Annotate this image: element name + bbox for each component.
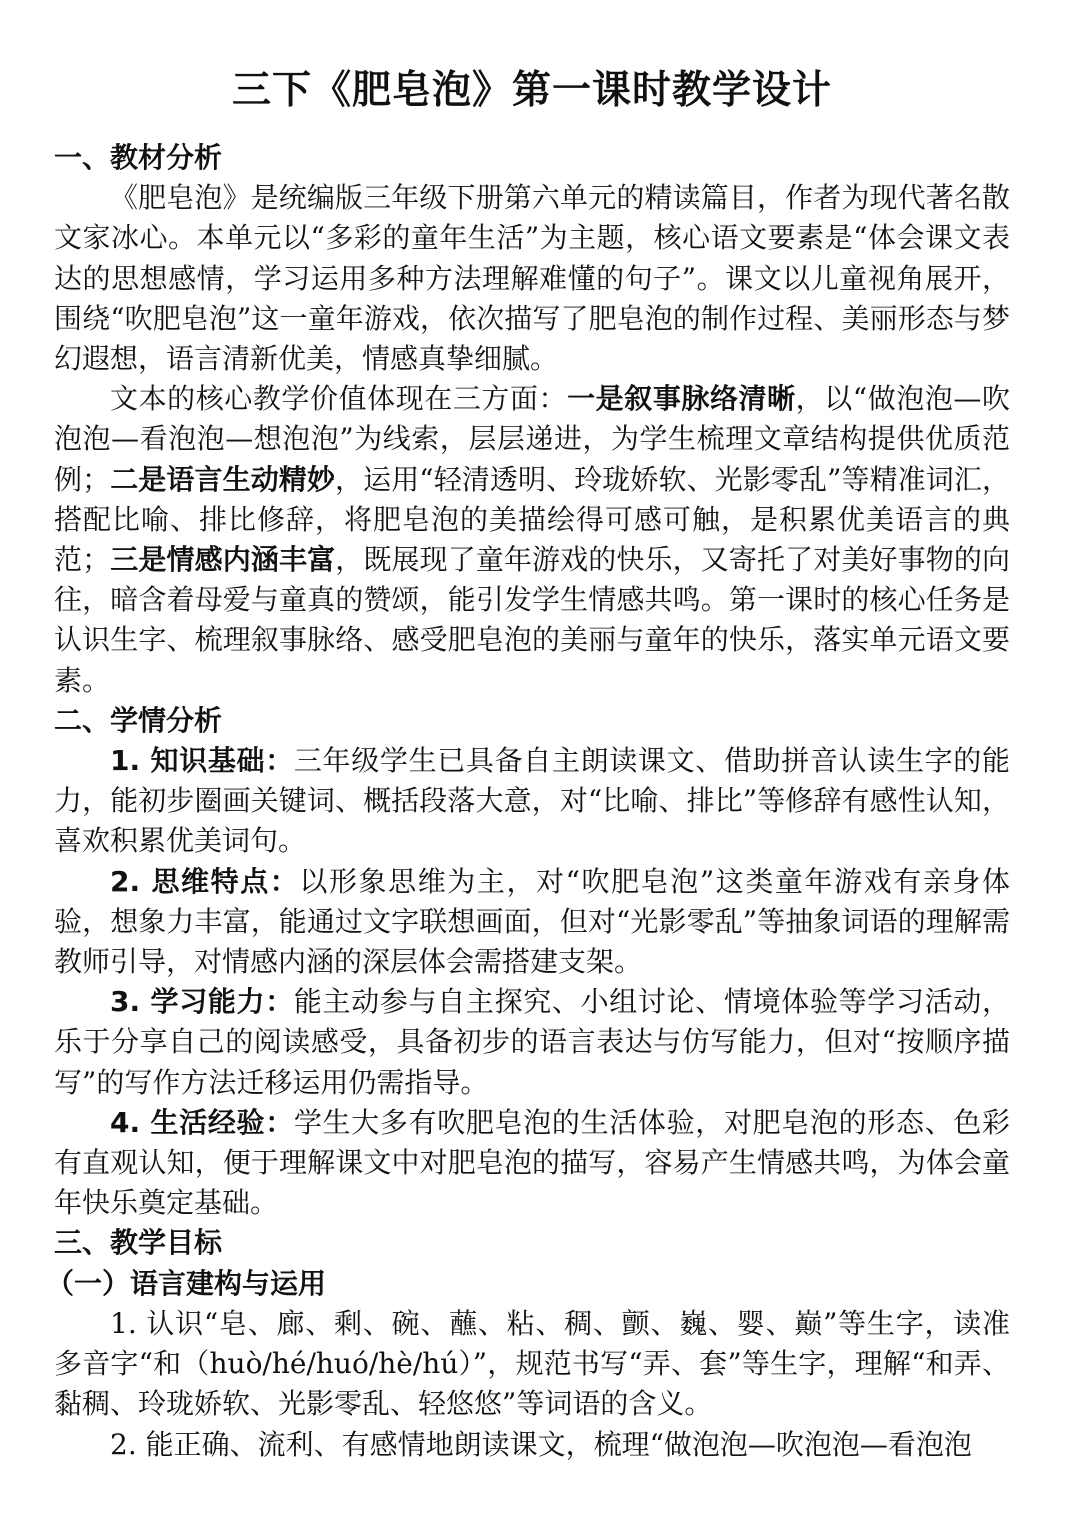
list-item	[54, 1103, 1010, 1224]
paragraph-text: 文本的核心教学价值体现在三方面：	[110, 382, 568, 416]
emphasis-text: 三是情感内涵丰富	[110, 543, 336, 577]
item-lead: 1. 知识基础：	[110, 744, 294, 778]
list-item	[54, 741, 1010, 862]
document-title: 三下《肥皂泡》第一课时教学设计	[231, 68, 832, 113]
item-text: 学生大多有吹肥皂泡的生活体验，对肥皂泡的形态、色彩有直观认知，便于理解课文中对肥皂泡的描写，容易产生情感共鸣，为体会童年快乐奠定基础。	[54, 1105, 1010, 1220]
paragraph	[54, 379, 1010, 701]
paragraph-text: ，运用“轻清透明、玲珑娇软、光影零乱”等精准词汇，搭配比喻、排比修辞，将肥皂泡的美描绘得可感可触，是积累优美语言的典范；	[54, 462, 1010, 577]
emphasis-text: 一是叙事脉络清晰	[567, 382, 796, 416]
list-item	[54, 982, 1010, 1103]
list-item: 2. 能正确、流利、有感情地朗读课文，梳理“做泡泡—吹泡泡—看泡泡	[110, 1427, 972, 1461]
item-text: 以形象思维为主，对“吹肥皂泡”这类童年游戏有亲身体验，想象力丰富，能通过文字联想画面，但对“光影零乱”等抽象词语的理解需教师引导，对情感内涵的深层体会需搭建支架。	[54, 864, 1010, 979]
emphasis-text: 二是语言生动精妙	[110, 462, 335, 496]
list-item	[54, 862, 1010, 983]
section-heading: 一、教材分析	[54, 141, 223, 174]
section-learner-analysis	[54, 701, 1010, 1224]
section-textbook-analysis	[54, 138, 1010, 701]
item-lead: 2. 思维特点：	[110, 864, 300, 898]
item-text: 三年级学生已具备自主朗读课文、借助拼音认读生字的能力，能初步圈画关键词、概括段落大意，对“比喻、排比”等修辞有感性认知，喜欢积累优美词句。	[54, 744, 1010, 858]
section-teaching-objectives	[46, 1223, 1010, 1464]
list-item: 1. 认识“皂、廊、剩、碗、蘸、粘、稠、颤、巍、婴、巅”等生字，读准多音字“和（huò/hé/huó/hè/hú）”，规范书写“弄、套”等生字，理解“和弄、黏稠、玲珑娇软、光影零乱、轻悠悠”等词语的含义。	[54, 1306, 1010, 1421]
section-heading: 二、学情分析	[54, 703, 223, 737]
paragraph-text: ，既展现了童年游戏的快乐，又寄托了对美好事物的向往，暗含着母爱与童真的赞颂，能引发学生情感共鸣。第一课时的核心任务是认识生字、梳理叙事脉络、感受肥皂泡的美丽与童年的快乐，落实单元语文要素。	[54, 543, 1010, 697]
item-lead: 3. 学习能力：	[110, 985, 294, 1019]
section-heading: 三、教学目标	[54, 1226, 223, 1260]
item-text: 能主动参与自主探究、小组讨论、情境体验等学习活动，乐于分享自己的阅读感受，具备初步的语言表达与仿写能力，但对“按顺序描写”的写作方法迁移运用仍需指导。	[54, 985, 1010, 1099]
document-body	[46, 138, 1010, 1465]
paragraph-text: ，以“做泡泡—吹泡泡—看泡泡—想泡泡”为线索，层层递进，为学生梳理文章结构提供优质范例；	[54, 382, 1010, 496]
paragraph: 《肥皂泡》是统编版三年级下册第六单元的精读篇目，作者为现代著名散文家冰心。本单元以“多彩的童年生活”为主题，核心语文要素是“体会课文表达的思想感情，学习运用多种方法理解难懂的句子”。课文以儿童视角展开，围绕“吹肥皂泡”这一童年游戏，依次描写了肥皂泡的制作过程、美丽形态与梦幻遐想，语言清新优美，情感真挚细腻。	[54, 181, 1010, 376]
item-lead: 4. 生活经验：	[110, 1105, 294, 1139]
subsection-heading: （一）语言建构与运用	[46, 1266, 327, 1300]
